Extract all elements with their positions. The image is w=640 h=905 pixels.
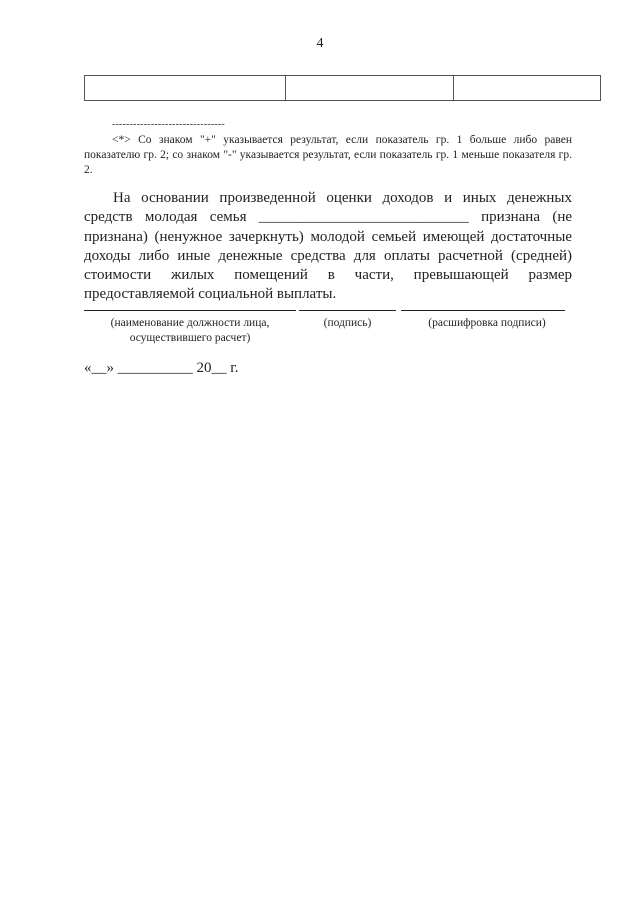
decoding-signature-line: [401, 310, 565, 311]
table-cell: [286, 76, 454, 101]
table-cell: [454, 76, 601, 101]
results-table: [84, 75, 601, 101]
position-signature-line: [84, 310, 296, 311]
signature-caption: (подпись): [323, 317, 372, 329]
decoding-caption: (расшифровка подписи): [428, 317, 546, 329]
date-line: «__» __________ 20__ г.: [84, 360, 239, 376]
footnote-separator: --------------------------------: [112, 119, 225, 130]
table-row: [85, 76, 601, 101]
table-cell: [85, 76, 286, 101]
conclusion-paragraph: На основании произведенной оценки доходов и иных денежных средств молодая семья ____________________________ признана (не признана) (ненужное зачеркнуть) молодой семьей имеющей достаточные доходы либо иные денежные средства для оплаты расчетной (средней) стоимости жилых помещений в части, превышающей размер предоставляемой социальной выплаты.: [84, 190, 572, 303]
footnote-text: <*> Со знаком "+" указывается результат, если показатель гр. 1 больше либо равен показателю гр. 2; со знаком "-" указывается результат, если показатель гр. 1 меньше показателя гр. 2.: [84, 134, 572, 176]
page-number: 4: [316, 36, 324, 51]
position-caption-line-2: осуществившего расчет): [129, 331, 251, 344]
position-caption-line-1: (наименование должности лица,: [110, 317, 270, 329]
signature-line: [299, 310, 396, 311]
position-caption: [84, 316, 296, 345]
